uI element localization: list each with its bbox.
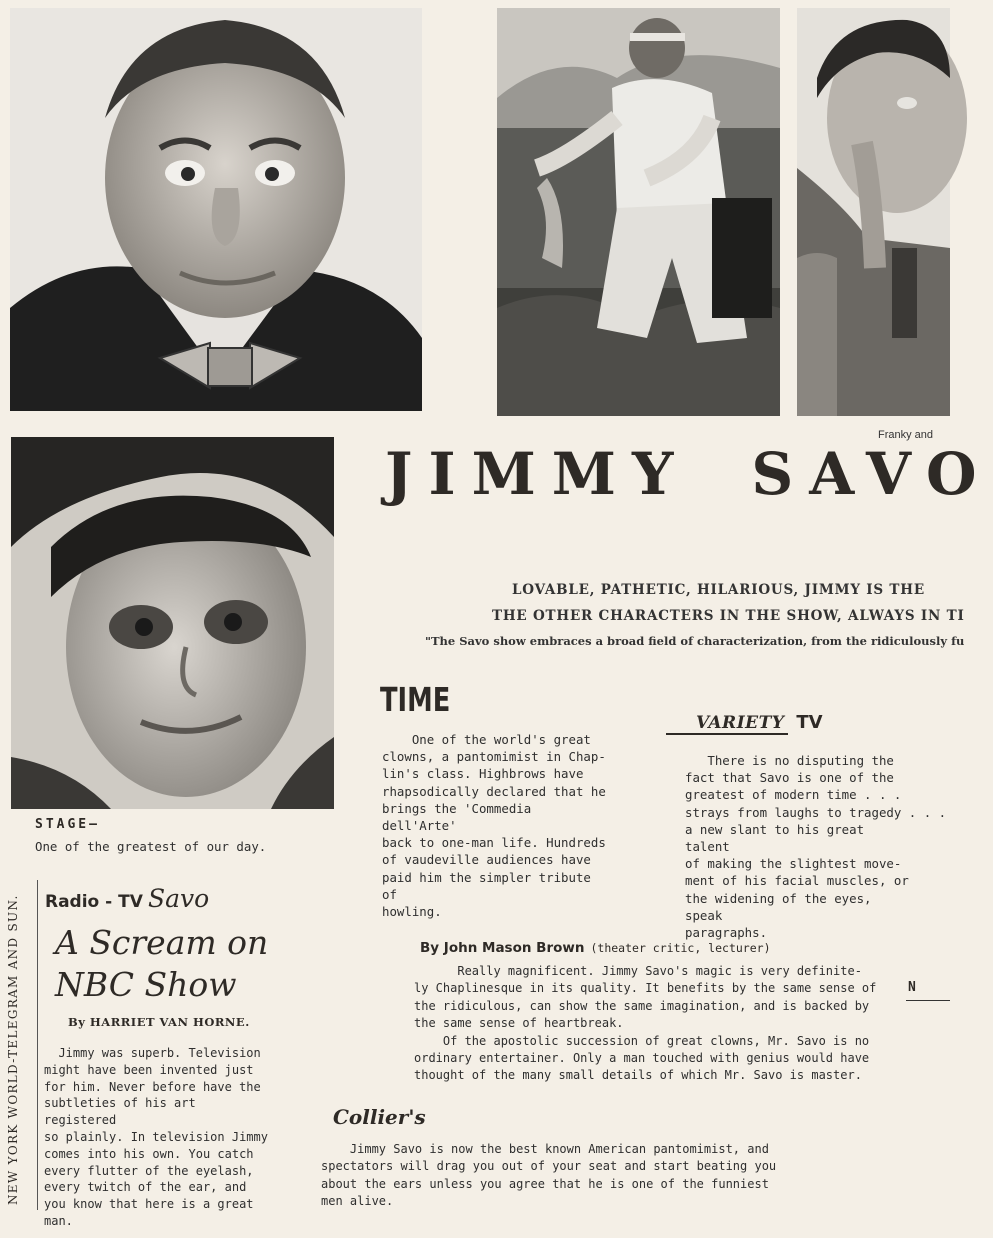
radio-heading [45,884,209,913]
stage-label: STAGE— [35,817,100,832]
colliers-line: spectators will drag you out of your seat and start beating you [321,1159,777,1174]
jmb-line: ordinary entertainer. Only a man touched with genius would have [414,1051,870,1066]
franky-caption: Franky and [878,429,934,441]
colliers-heading: Collier's [333,1105,426,1129]
variety-tv: TV [796,712,823,733]
jmb-line: the same sense of heartbreak. [414,1016,624,1031]
tagline-1: LOVABLE, PATHETIC, HILARIOUS, JIMMY IS THE [512,582,925,598]
variety-line: greatest of modern time . . . [685,787,902,803]
variety-line: of making the slightest move- [685,856,902,872]
radio-line: you know that here is a great [44,1197,254,1212]
tagline-2: THE OTHER CHARACTERS IN THE SHOW, ALWAYS IN TI [492,608,965,624]
jmb-role: (theater critic, lecturer) [590,941,771,955]
radio-line: every twitch of the ear, and [44,1180,247,1195]
variety-body [685,752,947,941]
time-line: lin's class. Highbrows have [382,766,584,782]
radio-line: subtleties of his art registered [44,1096,196,1128]
variety-line: There is no disputing the [685,753,894,768]
radio-body [44,1045,274,1230]
time-line: brings the 'Commedia dell'Arte' [382,800,532,834]
colliers-line: men alive. [321,1194,394,1209]
jmb-line: ly Chaplinesque in its quality. It benefits by the same sense of [414,981,877,996]
jmb-line: Of the apostolic succession of great clowns, Mr. Savo is no [414,1033,870,1048]
time-heading: TIME [380,680,451,719]
radio-line: Jimmy was superb. Television [44,1046,261,1060]
headline-line-2: NBC Show [55,965,237,1004]
quote-line: "The Savo show embraces a broad field of characterization, from the ridiculously fu [425,634,965,648]
edge-letter: N [908,980,916,995]
colliers-line: Jimmy Savo is now the best known American pantomimist, and [321,1142,769,1156]
variety-logo: VARIETY [666,713,788,735]
colliers-body [321,1141,791,1211]
radio-savo: Savo [147,884,210,913]
stage-text: One of the greatest of our day. [35,839,267,854]
jmb-name: By John Mason Brown [420,940,585,956]
variety-line: strays from laughs to tragedy . . . [685,804,947,820]
radio-line: comes into his own. You catch [44,1146,254,1161]
photo-portrait-bowtie [10,8,422,411]
jmb-line: the ridiculous, can show the same imagination, and is backed by [414,998,870,1013]
variety-line: a new slant to his great talent [685,821,865,855]
jmb-line: Really magnificent. Jimmy Savo's magic is very definite- [414,964,862,978]
radio-line: every flutter of the eyelash, [44,1163,254,1178]
radio-line: so plainly. In television Jimmy [44,1129,268,1144]
title-last: SAVO [751,440,993,508]
time-line: One of the world's great [382,732,591,747]
photo-franky [797,8,950,416]
photo-outdoor-pantomime [497,8,780,416]
variety-line: paragraphs. [685,925,768,941]
variety-line: fact that Savo is one of the [685,770,894,786]
column-divider [37,880,38,1210]
radio-section: Radio - TV [45,892,143,912]
time-line: howling. [382,904,442,920]
time-line: of vaudeville audiences have [382,852,591,868]
jmb-line: thought of the many small details of which Mr. Savo is master. [414,1068,862,1083]
radio-line: might have been invented just [44,1062,254,1077]
jmb-heading [420,937,771,956]
newspaper-credit: NEW YORK WORLD-TELEGRAM AND SUN. [6,894,20,1205]
radio-line: for him. Never before have the [44,1079,261,1094]
time-line: paid him the simpler tribute of [382,869,591,902]
radio-line: man. [44,1213,73,1228]
variety-heading [666,712,823,735]
colliers-line: about the ears unless you agree that he is one of the funniest [321,1176,769,1191]
time-line: clowns, a pantomimist in Chap- [382,749,606,765]
headline-line-1: A Scream on [55,923,269,962]
time-body [382,731,612,920]
edge-rule [906,1000,950,1001]
radio-headline [55,922,268,1006]
variety-line: the widening of the eyes, speak [685,890,872,923]
variety-line: ment of his facial muscles, or [685,873,909,889]
jmb-body [414,963,884,1085]
title-first: JIMMY [385,440,690,508]
time-line: back to one-man life. Hundreds [382,835,606,851]
radio-byline: By HARRIET VAN HORNE. [68,1015,250,1029]
time-line: rhapsodically declared that he [382,783,606,799]
photo-stage-portrait [11,437,334,809]
page-title [385,440,993,520]
